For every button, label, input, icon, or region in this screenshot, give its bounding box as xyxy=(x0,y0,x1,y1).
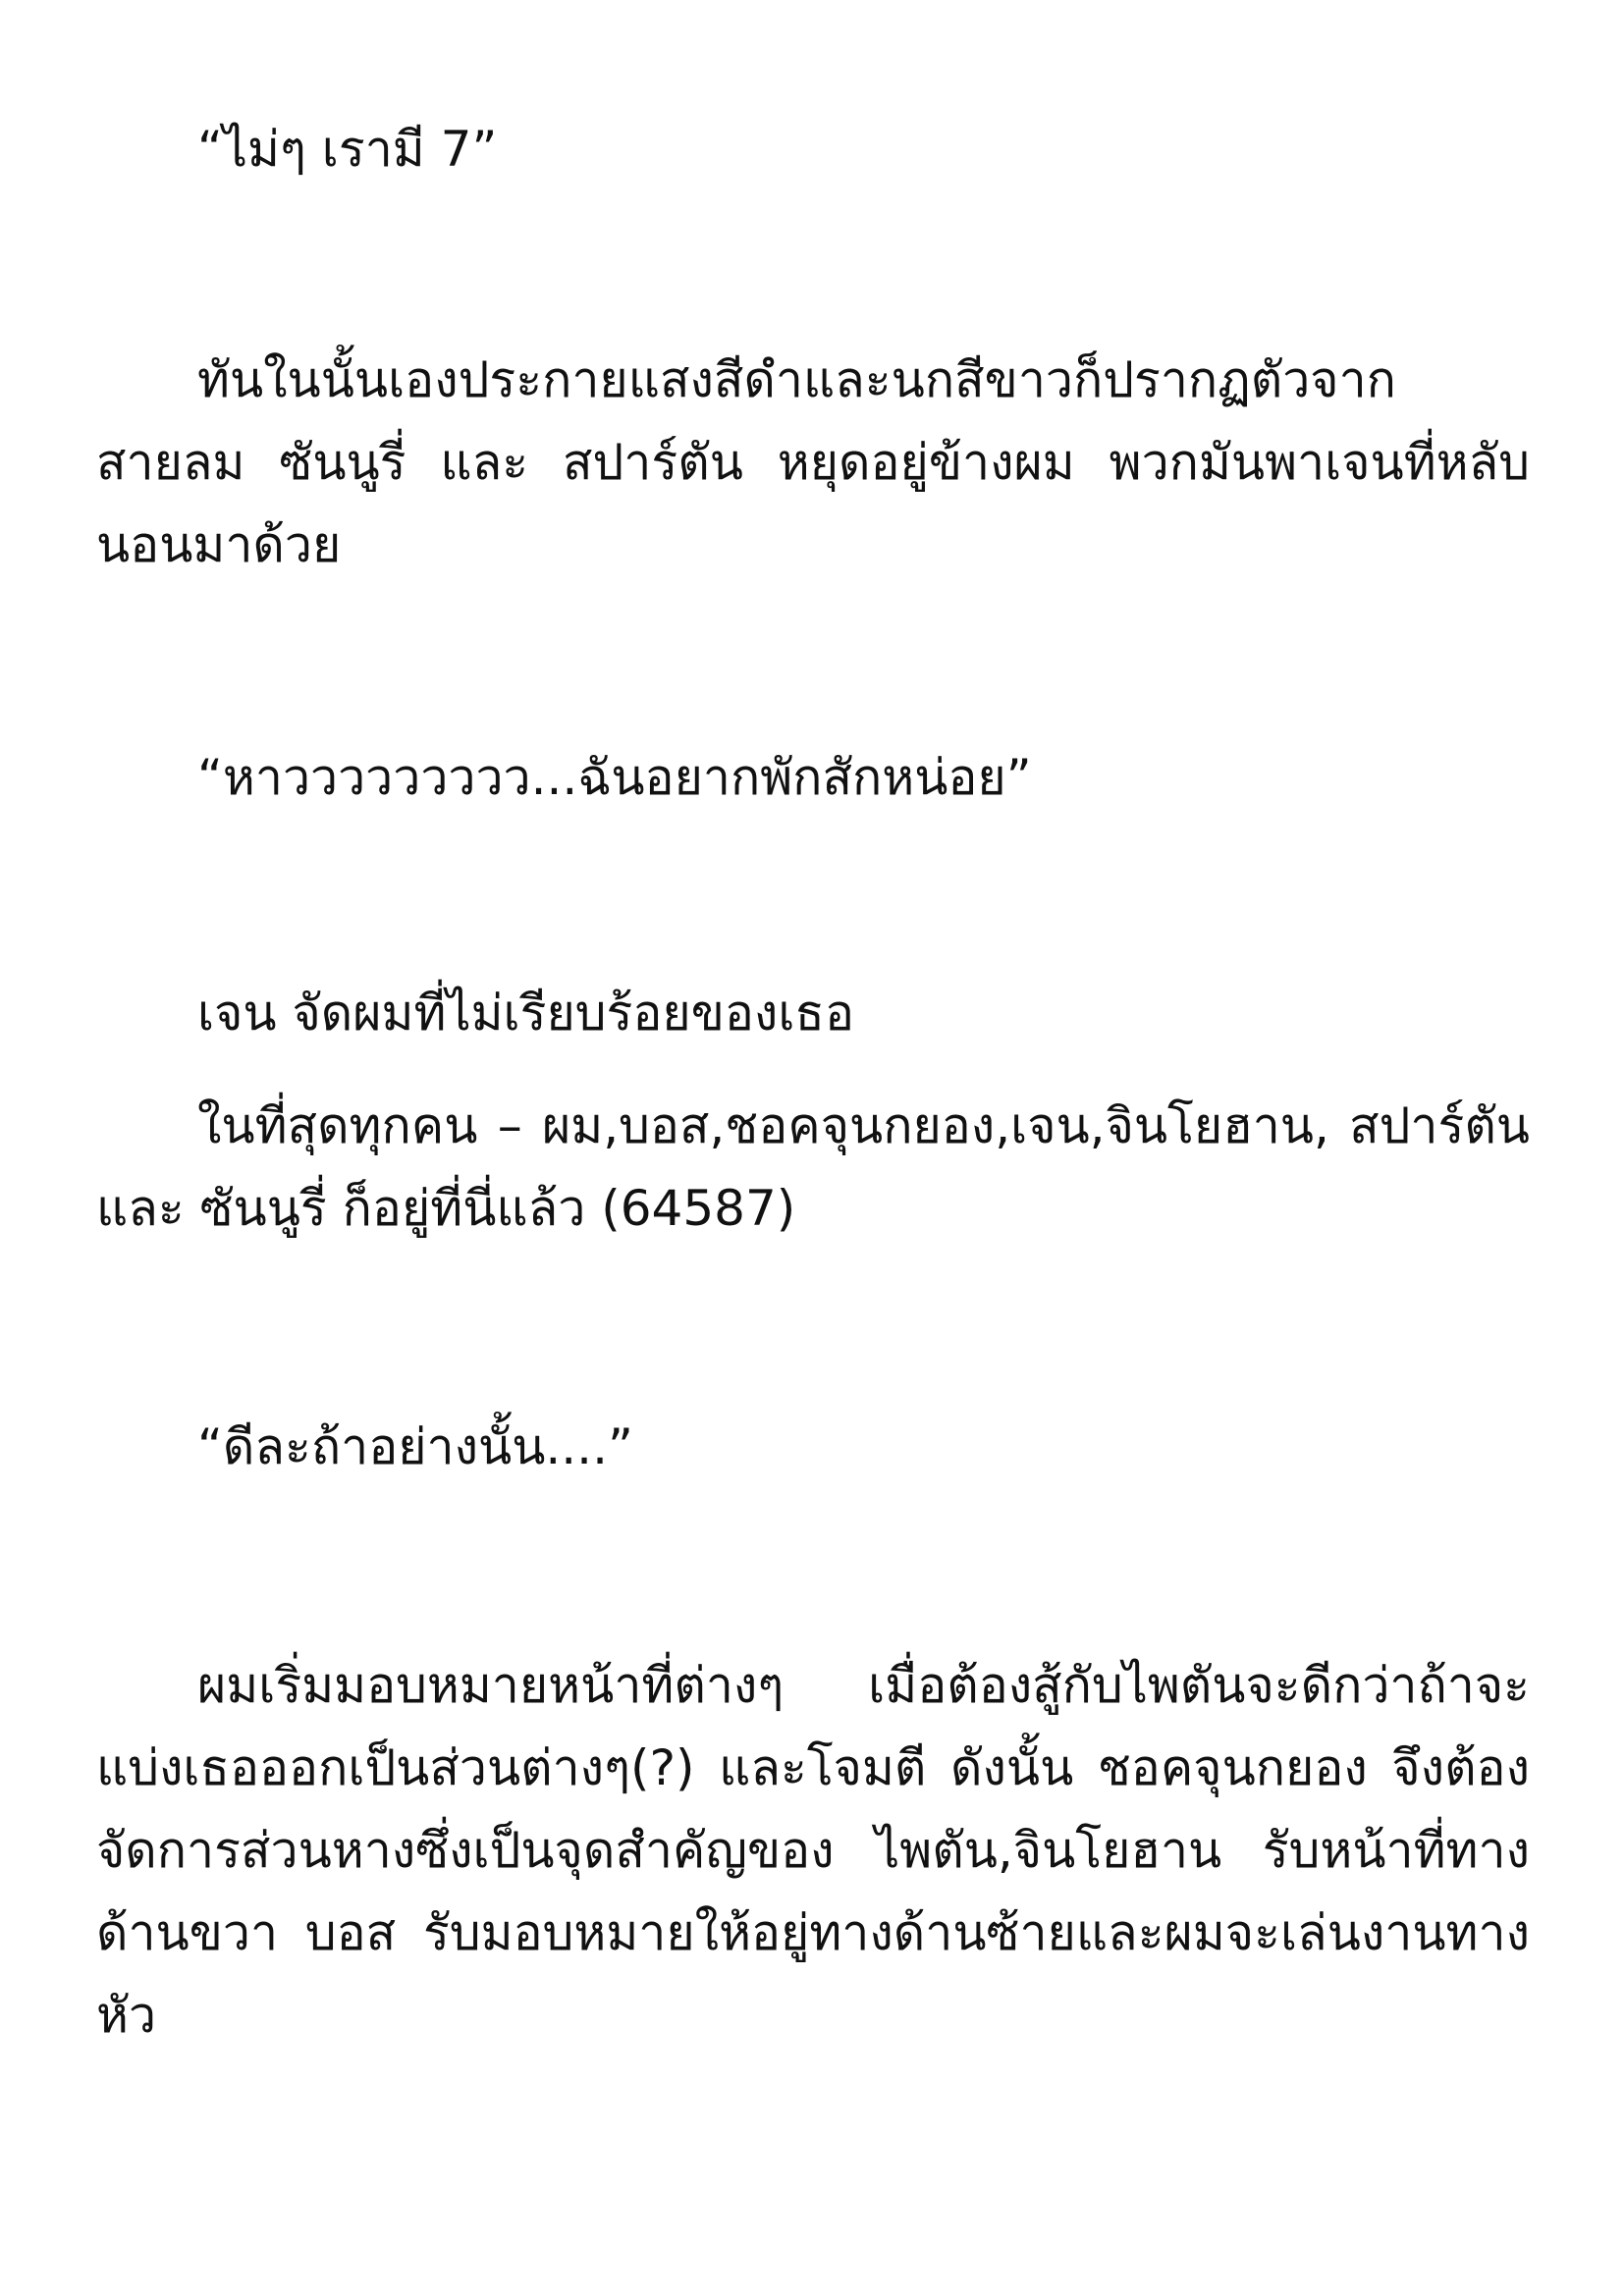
narration-paragraph: ในที่สุดทุกคน – ผม,บอส,ชอคจุนกยอง,เจน,จินโยฮาน, สปาร์ตัน และ ซันนูรี่ ก็อยู่ที่นี่แล้ว (64587) xyxy=(96,1097,1530,1237)
narration-paragraph: ทันในนั้นเองประกายแสงสีดำและนกสีขาวก็ปรากฏตัวจากสายลม ซันนูรี่ และ สปาร์ตัน หยุดอยู่ข้างผม พวกมันพาเจนที่หลับนอนมาด้วย xyxy=(96,351,1530,573)
narration-paragraph: เจน จัดผมที่ไม่เรียบร้อยของเธอ xyxy=(197,985,854,1041)
dialogue-paragraph: “หาววววววววว...ฉันอยากพักสักหน่อย” xyxy=(197,749,1032,806)
narration-paragraph: ผมเริ่มมอบหมายหน้าที่ต่างๆ เมื่อต้องสู้กับไพตันจะดีกว่าถ้าจะแบ่งเธอออกเป็นส่วนต่างๆ(?) และโจมตี ดังนั้น ชอคจุนกยอง จึงต้องจัดการส่วนหางซึ่งเป็นจุดสำคัญของ ไพตัน,จินโยฮาน รับหน้าที่ทางด้านขวา บอส รับมอบหมายให้อยู่ทางด้านซ้ายและผมจะเล่นงานทางหัว xyxy=(96,1657,1530,2044)
dialogue-paragraph: “ไม่ๆ เรามี 7” xyxy=(197,121,498,178)
dialogue-paragraph: “ดีละถ้าอย่างนั้น....” xyxy=(197,1418,633,1475)
